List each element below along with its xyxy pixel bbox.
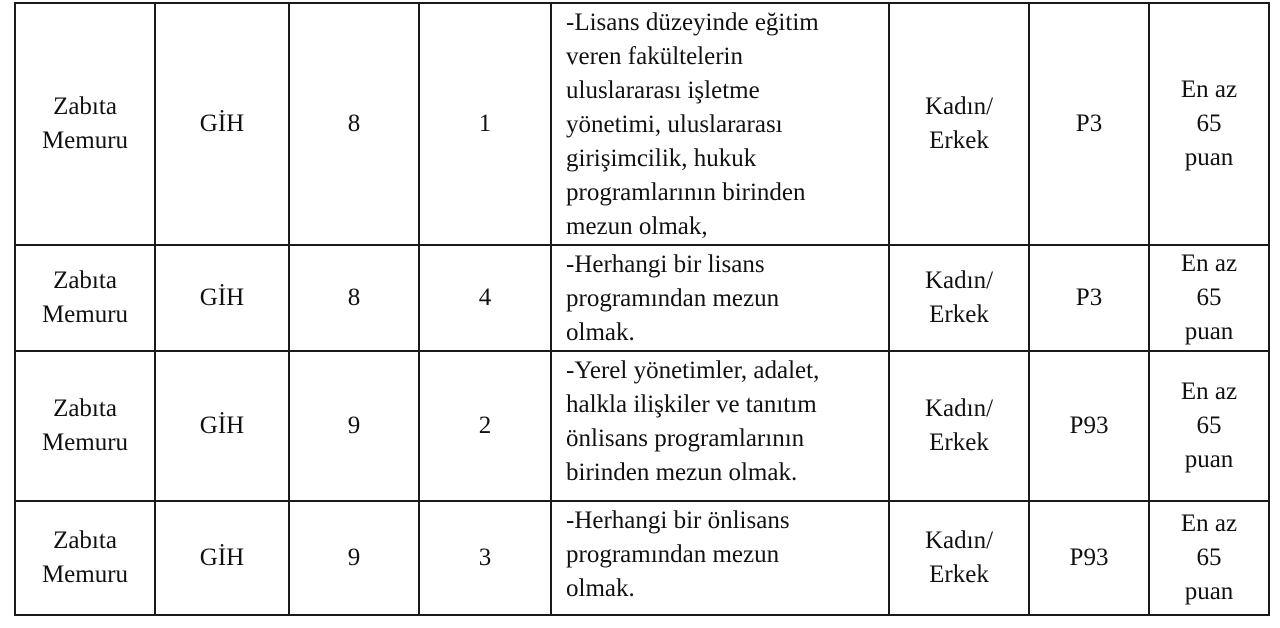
positions-table [14,2,1270,616]
position-title-line: Memuru [41,561,129,588]
gender-cell [889,501,1029,615]
kpss-cell: P3 [1029,245,1149,351]
table-row [15,351,1269,501]
gender-line: Erkek [929,301,989,328]
count-cell: 4 [419,245,551,351]
class-cell: GİH [155,351,289,501]
requirement-line: önlisans programlarının [566,425,805,452]
position-title-cell [15,3,155,245]
table-row [15,3,1269,245]
score-line: En az [1180,250,1238,277]
position-title-line: Zabıta [53,395,117,422]
position-title-line: Memuru [41,127,129,154]
gender-line: Kadın/ [924,267,994,294]
requirement-cell [551,351,889,501]
degree-cell: 9 [289,351,419,501]
requirement-cell [551,245,889,351]
requirement-line: -Lisans düzeyinde eğitim [566,9,819,36]
requirement-line: uluslararası işletme [566,77,760,104]
count-cell: 3 [419,501,551,615]
class-cell: GİH [155,501,289,615]
score-line: En az [1180,76,1238,103]
requirement-line: programından mezun [566,285,780,312]
position-title-line: Memuru [41,429,129,456]
position-title-cell [15,501,155,615]
requirement-line: mezun olmak, [566,213,708,240]
count-cell: 1 [419,3,551,245]
degree-cell: 8 [289,245,419,351]
gender-line: Kadın/ [924,395,994,422]
class-cell: GİH [155,245,289,351]
position-title-line: Memuru [41,301,129,328]
position-title-cell [15,351,155,501]
gender-line: Erkek [929,429,989,456]
score-line: puan [1184,318,1234,345]
score-line: 65 [1196,412,1222,439]
count-cell: 2 [419,351,551,501]
gender-cell [889,245,1029,351]
kpss-cell: P93 [1029,351,1149,501]
gender-line: Kadın/ [924,93,994,120]
requirement-line: programından mezun [566,541,780,568]
requirement-line: olmak. [566,575,635,602]
requirement-line: girişimcilik, hukuk [566,145,757,172]
kpss-cell: P93 [1029,501,1149,615]
position-title-cell [15,245,155,351]
score-cell [1149,245,1269,351]
requirement-line: veren fakültelerin [566,43,743,70]
degree-cell: 8 [289,3,419,245]
degree-cell: 9 [289,501,419,615]
score-line: puan [1184,446,1234,473]
score-line: 65 [1196,110,1222,137]
kpss-cell: P3 [1029,3,1149,245]
score-line: puan [1184,578,1234,605]
score-cell [1149,501,1269,615]
requirement-line: halkla ilişkiler ve tanıtım [566,391,817,418]
position-title-line: Zabıta [53,93,117,120]
requirement-line: programlarının birinden [566,179,806,206]
requirement-line: birinden mezun olmak. [566,459,798,486]
score-cell [1149,351,1269,501]
score-line: En az [1180,510,1238,537]
gender-cell [889,351,1029,501]
score-line: 65 [1196,544,1222,571]
score-line: En az [1180,378,1238,405]
gender-cell [889,3,1029,245]
position-title-line: Zabıta [53,527,117,554]
gender-line: Kadın/ [924,527,994,554]
class-cell: GİH [155,3,289,245]
table-row [15,501,1269,615]
requirement-cell [551,501,889,615]
gender-line: Erkek [929,561,989,588]
requirement-cell [551,3,889,245]
requirement-line: -Herhangi bir önlisans [566,507,790,534]
requirement-line: -Herhangi bir lisans [566,251,765,278]
score-line: puan [1184,144,1234,171]
requirement-line: olmak. [566,319,635,346]
requirement-line: -Yerel yönetimler, adalet, [566,357,820,384]
requirement-line: yönetimi, uluslararası [566,111,783,138]
gender-line: Erkek [929,127,989,154]
position-title-line: Zabıta [53,267,117,294]
score-cell [1149,3,1269,245]
score-line: 65 [1196,284,1222,311]
table-row [15,245,1269,351]
